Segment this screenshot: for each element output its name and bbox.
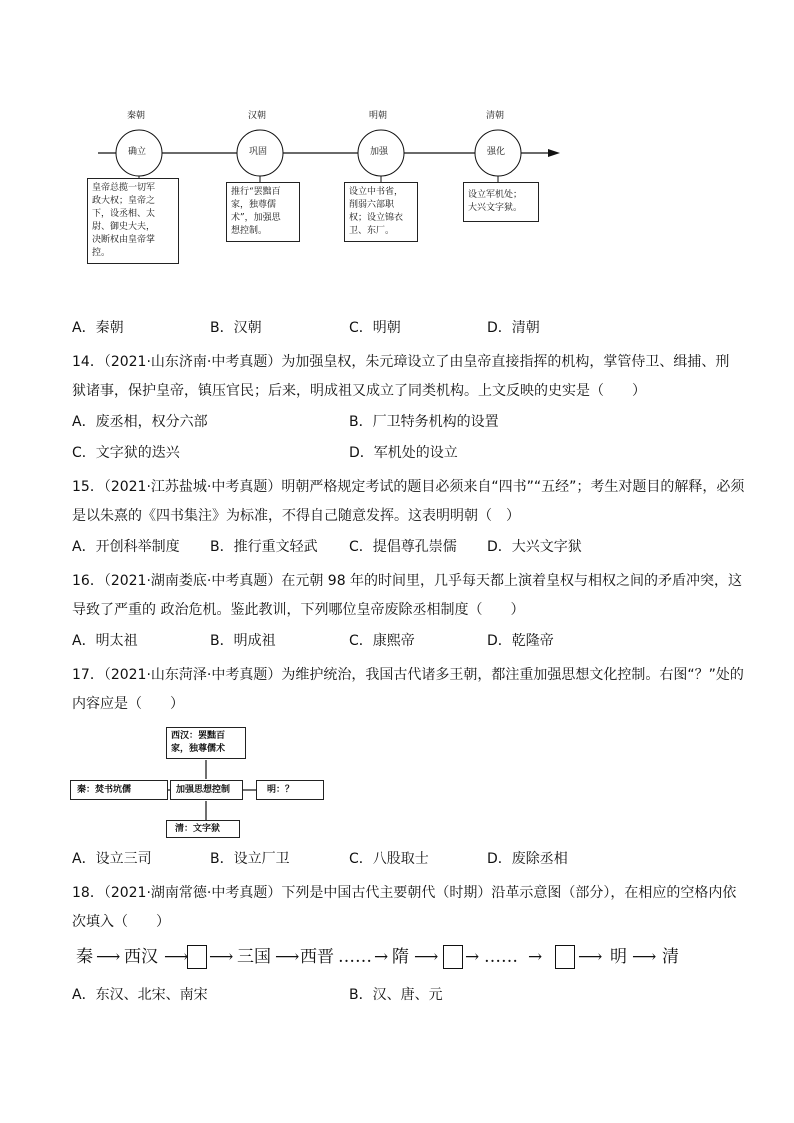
chain-arrow: ⟶ [414, 947, 439, 967]
note-qin-line: 决断权由皇帝掌 [92, 235, 156, 245]
note-qing-line: 设立军机处； [468, 190, 523, 200]
chain-blank-1[interactable] [187, 945, 207, 969]
q17-option-a[interactable]: A．设立三司 [72, 851, 152, 867]
q18-stem [72, 879, 737, 937]
dynasty-label-han: 汉朝 [248, 111, 267, 121]
note-han-line: 术”，加强思 [231, 213, 281, 223]
timeline-diagram [90, 105, 570, 275]
chain-arrow: ⟶ [96, 947, 121, 967]
note-ming-line: 设立中书省， [349, 187, 404, 197]
q13-option-a[interactable]: A．秦朝 [72, 320, 124, 336]
q17-line: 内容应是（ ） [72, 696, 184, 712]
note-qin-line: 皇帝总揽一切军 [92, 183, 156, 193]
q13-option-c[interactable]: C．明朝 [349, 320, 401, 336]
note-han-line: 家，独尊儒 [231, 200, 277, 210]
q16-line: 16．（2021·湖南娄底·中考真题）在元朝 98 年的时间里，几乎每天都上演着皇权与相权之间的矛盾冲突，这 [72, 573, 743, 589]
chain-arrow: → [374, 947, 389, 967]
q14-stem [72, 348, 730, 406]
q17-box-bottom: 清：文字狱 [166, 820, 240, 838]
q17-stem [72, 661, 744, 719]
q17-line: 17．（2021·山东菏泽·中考真题）为维护统治，我国古代诸多王朝，都注重加强思想文化控制。右图“？”处的 [72, 667, 744, 683]
note-qin-line: 政大权；皇帝之 [92, 196, 156, 206]
q15-option-c[interactable]: C．提倡尊孔崇儒 [349, 539, 457, 555]
circle-label-ming: 加强 [370, 147, 389, 157]
chain-sui: 隋 [392, 947, 409, 967]
note-han-line: 想控制。 [231, 226, 268, 236]
note-qin-line: 尉、御史大夫， [92, 222, 156, 232]
q15-option-a[interactable]: A．开创科举制度 [72, 539, 180, 555]
chain-arrow: ⟶ [164, 947, 189, 967]
chain-xihan: 西汉 [124, 947, 158, 967]
q16-stem [72, 567, 743, 625]
q14-option-a[interactable]: A．废丞相，权分六部 [72, 414, 208, 430]
dynasty-label-qin: 秦朝 [127, 111, 146, 121]
circle-label-han: 巩固 [249, 147, 268, 157]
q13-option-d[interactable]: D．清朝 [487, 320, 540, 336]
chain-arrow: → [528, 947, 543, 967]
q15-stem [72, 473, 745, 531]
q17-box-center: 加强思想控制 [170, 780, 243, 800]
circle-label-qing: 强化 [487, 147, 506, 157]
q17-option-c[interactable]: C．八股取士 [349, 851, 429, 867]
q15-option-d[interactable]: D．大兴文字狱 [487, 539, 582, 555]
q17-top-line: 家，独尊儒术 [171, 744, 226, 754]
chain-arrow: ⟶ [209, 947, 234, 967]
q16-option-d[interactable]: D．乾隆帝 [487, 633, 554, 649]
q17-diagram [70, 722, 340, 842]
note-qin-line: 控。 [92, 248, 111, 258]
chain-ming: 明 [610, 947, 627, 967]
q18-option-a[interactable]: A．东汉、北宋、南宋 [72, 987, 208, 1003]
q17-box-top [166, 727, 246, 759]
q14-option-d[interactable]: D．军机处的设立 [349, 445, 458, 461]
chain-ellipsis: …… [338, 947, 372, 967]
note-han-line: 推行“罢黜百 [231, 187, 281, 197]
q16-line: 导致了严重的 政治危机。鉴此教训，下列哪位皇帝废除丞相制度（ ） [72, 602, 525, 618]
q15-line: 是以朱熹的《四书集注》为标准，不得自己随意发挥。这表明明朝（ ） [72, 508, 520, 524]
chain-qing: 清 [662, 947, 679, 967]
chain-arrow: → [465, 947, 480, 967]
q17-box-left: 秦：焚书坑儒 [70, 780, 168, 800]
timeline-arrowhead [548, 149, 560, 157]
note-ming-line: 权；设立锦衣 [349, 213, 404, 223]
q17-box-right: 明：？ [256, 780, 324, 800]
q15-line: 15．（2021·江苏盐城·中考真题）明朝严格规定考试的题目必须来自“四书”“五经”；考生对题目的解释，必须 [72, 479, 745, 495]
q18-option-b[interactable]: B．汉、唐、元 [349, 987, 443, 1003]
circle-label-qin: 确立 [128, 147, 147, 157]
chain-qin: 秦 [76, 947, 93, 967]
note-box-han [226, 182, 300, 242]
chain-arrow: ⟶ [275, 947, 300, 967]
dynasty-label-qing: 清朝 [486, 111, 505, 121]
q18-line: 次填入（ ） [72, 914, 170, 930]
note-ming-line: 削弱六部职 [349, 200, 395, 210]
q15-option-b[interactable]: B．推行重文轻武 [210, 539, 318, 555]
q17-option-d[interactable]: D．废除丞相 [487, 851, 568, 867]
chain-ellipsis: …… [484, 947, 518, 967]
note-qin-line: 下，设丞相、太 [92, 209, 156, 219]
note-qing-line: 大兴文字狱。 [468, 203, 523, 213]
note-box-qin [87, 178, 179, 264]
q16-option-b[interactable]: B．明成祖 [210, 633, 276, 649]
chain-blank-3[interactable] [555, 945, 575, 969]
q14-option-c[interactable]: C．文字狱的迭兴 [72, 445, 180, 461]
note-box-ming [344, 182, 418, 242]
q14-line: 狱诸事，保护皇帝，镇压官民；后来，明成祖又成立了同类机构。上文反映的史实是（ ） [72, 383, 646, 399]
q14-option-b[interactable]: B．厂卫特务机构的设置 [349, 414, 499, 430]
chain-arrow: ⟶ [578, 947, 603, 967]
chain-blank-2[interactable] [443, 945, 463, 969]
dynasty-label-ming: 明朝 [369, 111, 388, 121]
q13-option-b[interactable]: B．汉朝 [210, 320, 262, 336]
chain-arrow: ⟶ [632, 947, 657, 967]
chain-xijin: 西晋 [300, 947, 334, 967]
q17-option-b[interactable]: B．设立厂卫 [210, 851, 290, 867]
q17-top-line: 西汉：罢黜百 [171, 731, 226, 741]
q16-option-c[interactable]: C．康熙帝 [349, 633, 415, 649]
q18-line: 18．（2021·湖南常德·中考真题）下列是中国古代主要朝代（时期）沿革示意图（部分），在相应的空格内依 [72, 885, 737, 901]
note-ming-line: 卫、东厂。 [349, 226, 395, 236]
chain-sanguo: 三国 [237, 947, 271, 967]
q14-line: 14．（2021·山东济南·中考真题）为加强皇权，朱元璋设立了由皇帝直接指挥的机构，掌管侍卫、缉捕、刑 [72, 354, 730, 370]
q18-chain [72, 942, 712, 974]
note-box-qing [463, 182, 539, 222]
q16-option-a[interactable]: A．明太祖 [72, 633, 138, 649]
